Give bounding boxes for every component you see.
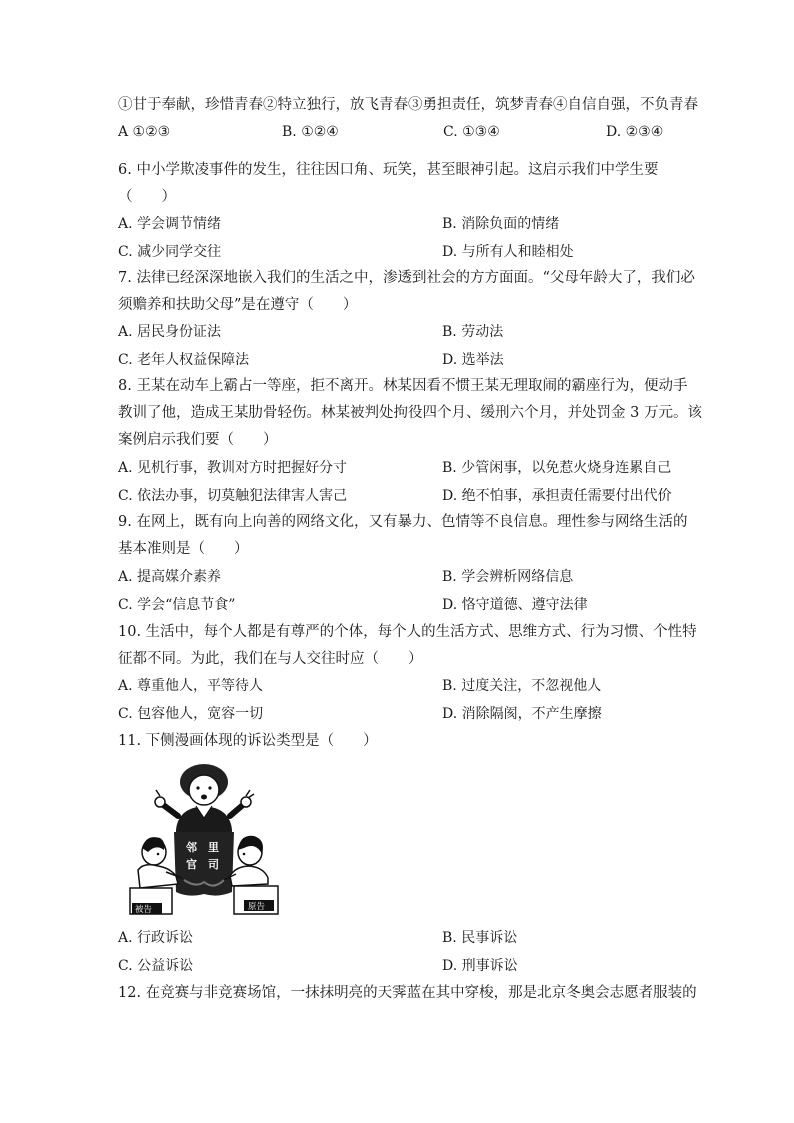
q6-line-1: 6. 中小学欺凌事件的发生，往往因口角、玩笑，甚至眼神引起。这启示我们中学生要 <box>118 162 659 178</box>
option-a[interactable]: A ①②③ <box>118 124 171 140</box>
q8-line-2: 教训了他，造成王某肋骨轻伤。林某被判处拘役四个月、缓刑六个月，并处罚金 3 万元。该 <box>118 405 702 421</box>
q10-option-d[interactable]: D. 消除隔阂，不产生摩擦 <box>442 706 602 722</box>
q9-option-a[interactable]: A. 提高媒介素养 <box>118 569 222 585</box>
option-d[interactable]: D. ②③④ <box>606 124 664 140</box>
q7-line-2: 须赡养和扶助父母”是在遵守（ ） <box>118 297 358 313</box>
q9-line-2: 基本准则是（ ） <box>118 541 249 557</box>
q9-option-b[interactable]: B. 学会辨析网络信息 <box>442 569 574 585</box>
board-char-3: 官 <box>186 858 197 871</box>
board-char-2: 里 <box>208 841 219 854</box>
q9-option-c[interactable]: C. 学会“信息节食” <box>118 597 236 613</box>
q7-option-b[interactable]: B. 劳动法 <box>442 324 504 340</box>
q8-option-a[interactable]: A. 见机行事，教训对方时把握好分寸 <box>118 460 348 476</box>
q7-option-d[interactable]: D. 选举法 <box>442 352 504 368</box>
statements-line: ①甘于奉献，珍惜青春②特立独行，放飞青春③勇担责任，筑梦青春④自信自强，不负青春 <box>118 97 698 113</box>
prev-options-row <box>0 122 794 142</box>
q11-line-1: 11. 下侧漫画体现的诉讼类型是（ ） <box>118 733 378 749</box>
q12-line-1: 12. 在竞赛与非竞赛场馆，一抹抹明亮的天霁蓝在其中穿梭，那是北京冬奥会志愿者服装的 <box>118 985 697 1001</box>
q9-line-1: 9. 在网上，既有向上向善的网络文化，又有暴力、色情等不良信息。理性参与网络生活的 <box>118 514 688 530</box>
q6-line-2: （ ） <box>118 189 176 205</box>
option-b[interactable]: B. ①②④ <box>282 124 339 140</box>
q8-option-b[interactable]: B. 少管闲事，以免惹火烧身连累自己 <box>442 460 672 476</box>
q8-option-c[interactable]: C. 依法办事，切莫触犯法律害人害己 <box>118 488 348 504</box>
q11-option-a[interactable]: A. 行政诉讼 <box>118 930 194 946</box>
judge-figure <box>155 764 254 840</box>
q6-option-d[interactable]: D. 与所有人和睦相处 <box>442 244 574 260</box>
q8-option-d[interactable]: D. 绝不怕事，承担责任需要付出代价 <box>442 488 672 504</box>
q10-option-a[interactable]: A. 尊重他人，平等待人 <box>118 678 264 694</box>
q6-option-a[interactable]: A. 学会调节情绪 <box>118 216 222 232</box>
board-char-4: 司 <box>208 858 219 871</box>
q6-option-b[interactable]: B. 消除负面的情绪 <box>442 216 560 232</box>
q7-option-a[interactable]: A. 居民身份证法 <box>118 324 222 340</box>
q6-option-c[interactable]: C. 减少同学交往 <box>118 244 222 260</box>
q10-option-c[interactable]: C. 包容他人，宽容一切 <box>118 706 264 722</box>
q10-line-1: 10. 生活中，每个人都是有尊严的个体，每个人的生活方式、思维方式、行为习惯、个性特 <box>118 624 697 640</box>
q11-option-d[interactable]: D. 刑事诉讼 <box>442 958 518 974</box>
case-board <box>174 832 234 896</box>
q11-option-b[interactable]: B. 民事诉讼 <box>442 930 518 946</box>
q7-line-1: 7. 法律已经深深地嵌入我们的生活之中，渗透到社会的方方面面。“父母年龄大了，我们必 <box>118 270 695 286</box>
q9-option-d[interactable]: D. 恪守道德、遵守法律 <box>442 597 588 613</box>
q10-option-b[interactable]: B. 过度关注，不忽视他人 <box>442 678 602 694</box>
q10-line-2: 征都不同。为此，我们在与人交往时应（ ） <box>118 651 423 667</box>
option-c[interactable]: C. ①③④ <box>443 124 500 140</box>
q8-line-1: 8. 王某在动车上霸占一等座，拒不离开。林某因看不惯王某无理取闹的霸座行为，便动手 <box>118 378 688 394</box>
board-char-1: 邻 <box>186 841 197 854</box>
defendant-label: 被告 <box>135 905 153 915</box>
plaintiff-label: 原告 <box>248 902 266 912</box>
defendant-figure <box>130 837 182 915</box>
q11-option-c[interactable]: C. 公益诉讼 <box>118 958 194 974</box>
lawsuit-cartoon <box>126 760 288 922</box>
q8-line-3: 案例启示我们要（ ） <box>118 432 278 448</box>
q7-option-c[interactable]: C. 老年人权益保障法 <box>118 352 250 368</box>
